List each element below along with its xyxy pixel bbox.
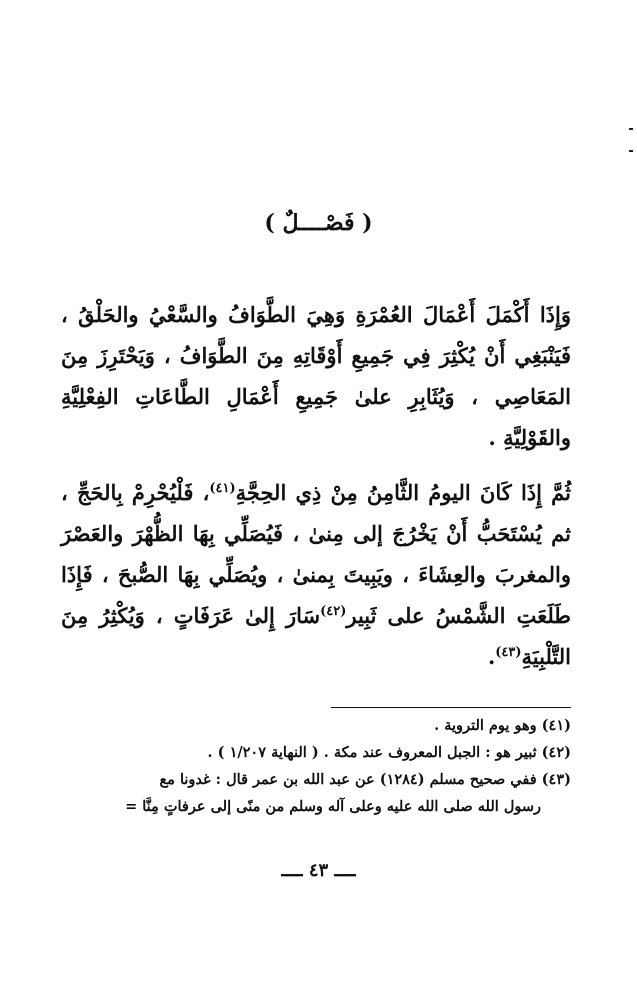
paragraph-2	[61, 472, 571, 677]
paragraph-2-part-2: ، فَلْيُحْرِمْ بِالحَجِّ ، ثم يُسْتَحَبُّ أَنْ يَخْرُجَ إلى مِنىٰ ، فَيُصَلِّي بِهَا الظُّهْرَ والعَصْرَ والمغربَ والعِشَاءَ ، ويَبِيتَ بِمنىٰ ، ويُصَلِّي بِهَا الصُّبحَ ، فَإِذَا طَلَعَتِ الشَّمْسُ على ثَبِير	[61, 480, 571, 628]
paragraph-2-part-1: ثُمَّ إِذَا كَانَ اليومُ الثَّامِنُ مِنْ ذِي الحِجَّةِ	[235, 480, 571, 505]
paragraph-2-text	[61, 472, 571, 677]
paragraph-1-text: وَإِذَا أَكْمَلَ أَعْمَالَ العُمْرَةِ وَهِيَ الطَّوَافُ والسَّعْيُ والحَلْقُ ، فَيَنْبَغِي أَنْ يُكْثِرَ فِي جَمِيعِ أَوْقَاتِهِ مِنَ الطَّوَافُ ، وَيَحْتَرِزَ مِنَ المَعَاصِي ، وَيُثَابِرِ علىٰ جَمِيعِ أَعْمَالِ الطَّاعَاتِ الفِعْلِيَّةِ والقَوْلِيَّةِ .	[61, 302, 571, 450]
edge-mark	[629, 128, 633, 130]
paragraph-1	[61, 294, 571, 458]
section-heading: ( فَصْــــلٌ )	[264, 210, 373, 236]
footnote-43-continued: رسول الله صلى الله عليه وعلى آله وسلم من منًى إلى عرفاتٍ مِنَّا =	[125, 798, 541, 815]
footnote-ref-42: (٤٢)	[320, 604, 347, 619]
footnote-42: (٤٢) ثبير هو : الجبل المعروف عند مكة . ( النهاية ١/٢٠٧ ) .	[207, 744, 571, 761]
footnote-divider	[331, 707, 571, 708]
footnote-43: (٤٣) ففي صحيح مسلم (١٢٨٤) عن عبد الله بن عمر قال : غدونا مع	[159, 771, 571, 788]
paragraph-2-part-3: سَارَ إِلىٰ عَرَفَاتٍ ، وَيُكْثِرُ مِنَ التَّلْبِيَةِ	[61, 603, 571, 669]
footnotes	[51, 712, 571, 820]
footnote-ref-41: (٤١)	[209, 481, 236, 496]
paragraph-2-part-4: .	[487, 644, 496, 669]
edge-mark	[629, 150, 633, 152]
footnote-ref-43: (٤٣)	[495, 645, 522, 660]
footnote-41: (٤١) وهو يوم التروية .	[434, 717, 571, 734]
page-number: ــــ ٤٣ ــــ	[281, 860, 356, 881]
